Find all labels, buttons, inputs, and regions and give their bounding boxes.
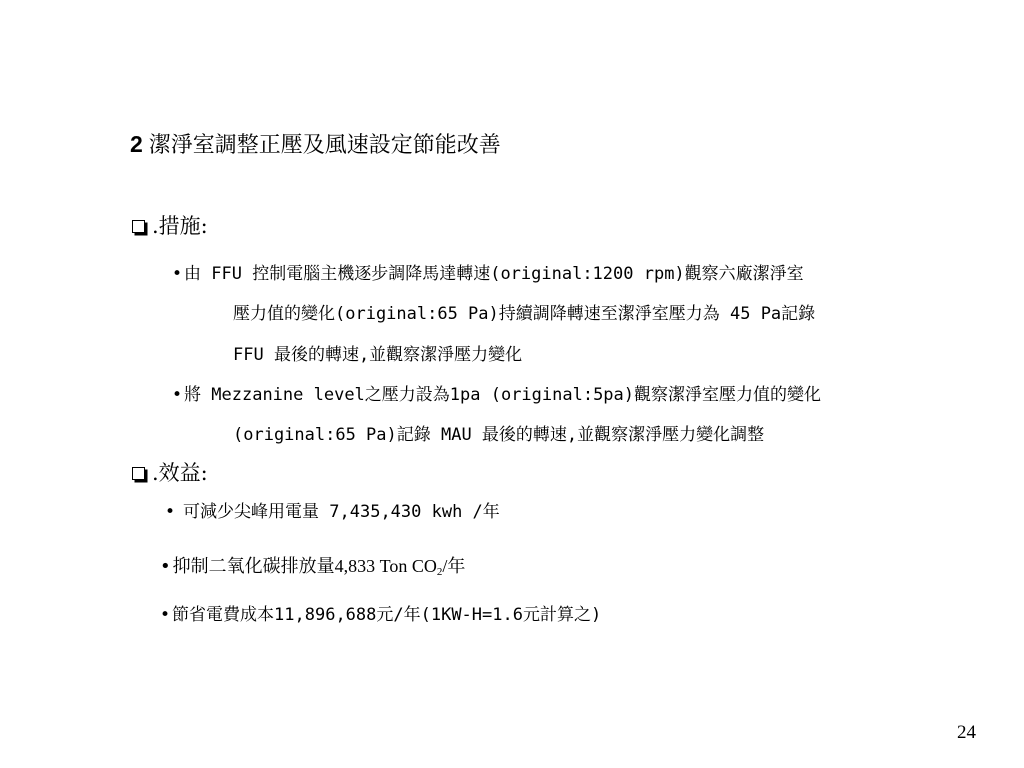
bullet-dot-icon: •: [160, 605, 171, 625]
benefit-item-3: • 節省電費成本11,896,688元/年(1KW-H=1.6元計算之): [160, 605, 602, 625]
bullet-dot-icon: •: [172, 264, 183, 284]
measures-label: .措施:: [152, 214, 208, 238]
measures-bullet-1-line-1: • 由 FFU 控制電腦主機逐步調降馬達轉速(original:1200 rpm)觀察六廠潔淨室: [172, 264, 804, 284]
bullet-dot-icon: •: [172, 385, 183, 405]
bullet-dot-icon: •: [165, 502, 176, 522]
slide-title: [130, 128, 501, 159]
shadowed-checkbox-icon: [132, 220, 145, 233]
measures-bullet-2-line-2: (original:65 Pa)記錄 MAU 最後的轉速,並觀察潔淨壓力變化調整: [233, 425, 765, 445]
benefit-item-2: • 抑制二氧化碳排放量4,833 Ton $CO_2/$年: [160, 556, 466, 578]
title-number: 2: [130, 131, 143, 157]
shadowed-checkbox-icon: [132, 467, 145, 480]
page-number: 24: [957, 722, 976, 743]
benefits-heading: [132, 457, 208, 487]
measures-bullet-1-line-3: FFU 最後的轉速,並觀察潔淨壓力變化: [233, 345, 523, 365]
measures-heading: [132, 210, 208, 240]
bullet-dot-icon: •: [160, 556, 171, 577]
measures-bullet-2-line-1: • 將 Mezzanine level之壓力設為1pa (original:5pa)觀察潔淨室壓力值的變化: [172, 385, 822, 405]
title-text: 潔淨室調整正壓及風速設定節能改善: [148, 133, 501, 158]
benefits-label: .效益:: [152, 461, 208, 485]
measures-bullet-1-line-2: 壓力值的變化(original:65 Pa)持續調降轉速至潔淨室壓力為 45 Pa記錄: [233, 304, 816, 324]
benefit-item-1: • 可減少尖峰用電量 7,435,430 kwh /年: [165, 502, 500, 522]
